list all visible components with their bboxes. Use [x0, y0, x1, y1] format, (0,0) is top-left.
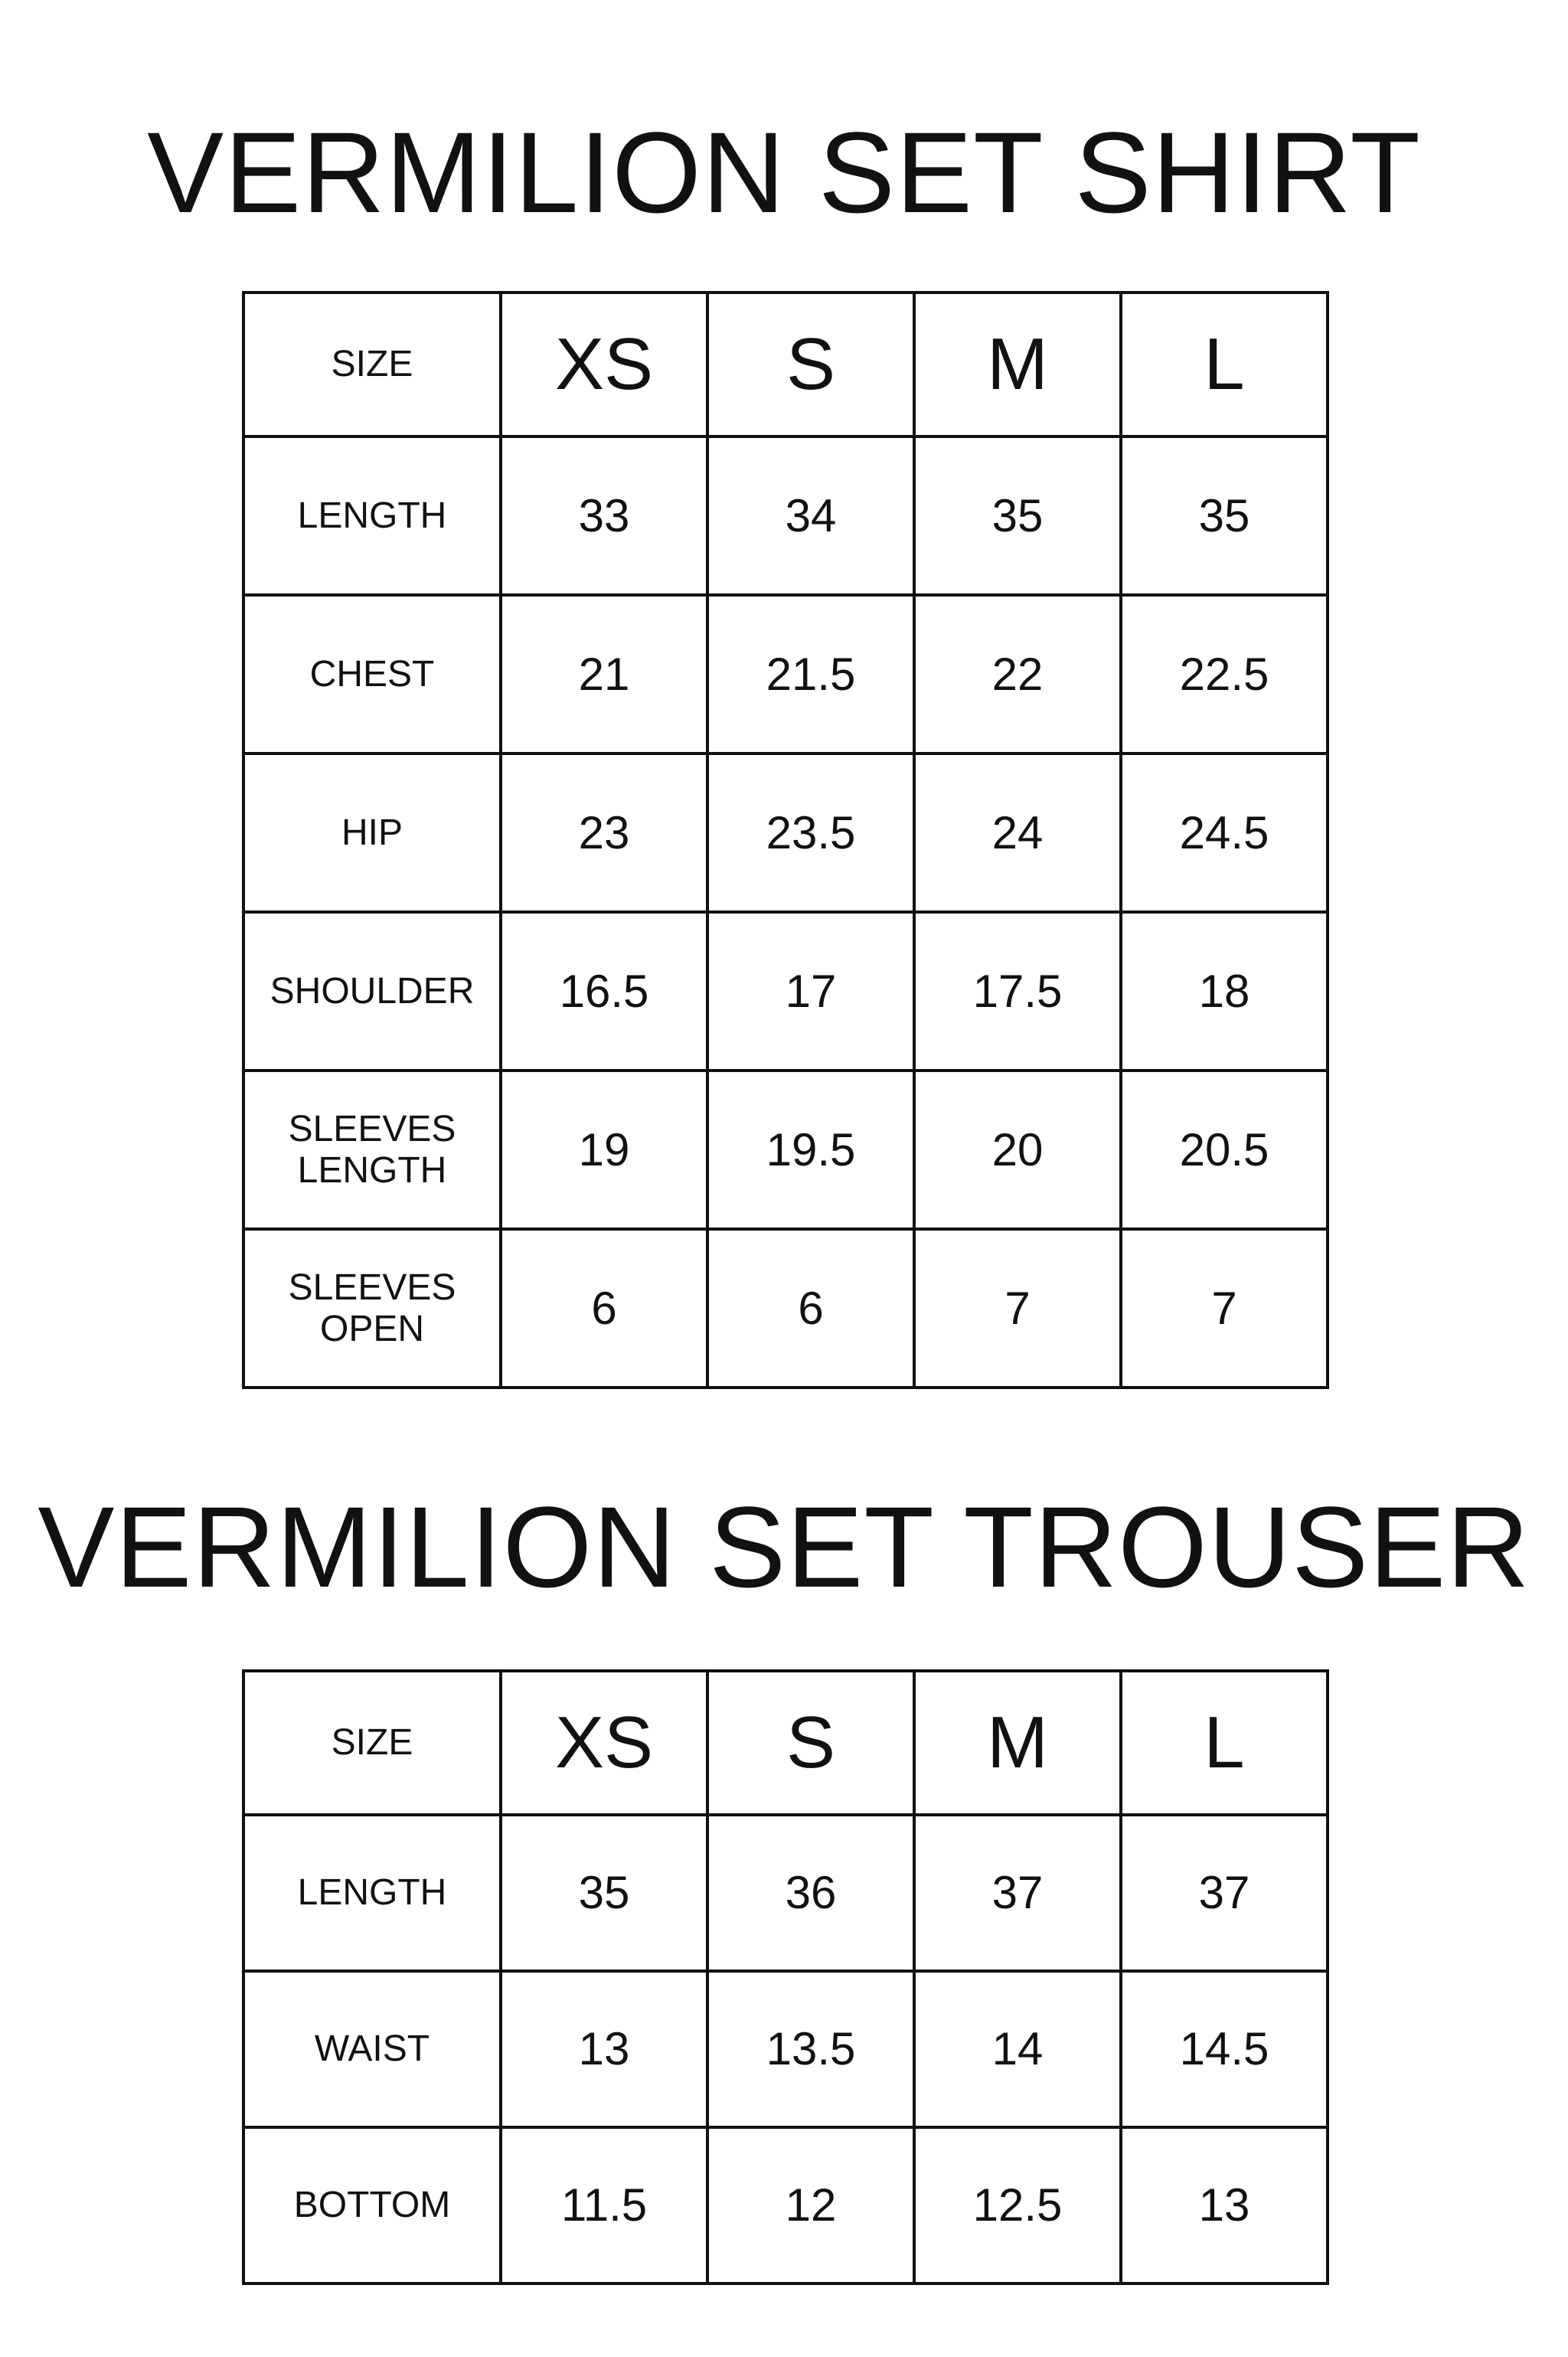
shirt-value: 20.5: [1121, 1071, 1328, 1229]
trouser-value: 37: [914, 1815, 1121, 1971]
shirt-header-row: [243, 293, 1328, 436]
shirt-value: 20: [914, 1071, 1121, 1229]
shirt-row-chest: [243, 595, 1328, 754]
trouser-size-l: L: [1121, 1671, 1328, 1815]
shirt-value: 6: [501, 1229, 707, 1388]
trouser-row-waist: [243, 1971, 1328, 2127]
shirt-size-label: SIZE: [243, 293, 501, 436]
trouser-row-label: LENGTH: [243, 1815, 501, 1971]
shirt-value: 23: [501, 754, 707, 912]
trouser-row-label: WAIST: [243, 1971, 501, 2127]
shirt-size-l: L: [1121, 293, 1328, 436]
shirt-row-label: [243, 1229, 501, 1388]
shirt-value: 16.5: [501, 912, 707, 1071]
shirt-size-chart-title: VERMILION SET SHIRT: [147, 108, 1421, 237]
trouser-value: 14.5: [1121, 1971, 1328, 2127]
trouser-value: 13: [501, 1971, 707, 2127]
shirt-value: 22: [914, 595, 1121, 754]
shirt-value: 18: [1121, 912, 1328, 1071]
shirt-value: 23.5: [707, 754, 914, 912]
shirt-row-label: [243, 1071, 501, 1229]
shirt-value: 21: [501, 595, 707, 754]
trouser-row-label: BOTTOM: [243, 2127, 501, 2283]
trouser-value: 37: [1121, 1815, 1328, 1971]
trouser-value: 14: [914, 1971, 1121, 2127]
trouser-value: 12: [707, 2127, 914, 2283]
shirt-value: 24.5: [1121, 754, 1328, 912]
shirt-row-sleeves-length: [243, 1071, 1328, 1229]
shirt-value: 34: [707, 436, 914, 595]
trouser-value: 11.5: [501, 2127, 707, 2283]
shirt-value: 22.5: [1121, 595, 1328, 754]
trouser-value: 13: [1121, 2127, 1328, 2283]
shirt-value: 19: [501, 1071, 707, 1229]
shirt-row-shoulder: [243, 912, 1328, 1071]
shirt-value: 21.5: [707, 595, 914, 754]
trouser-size-chart-title: VERMILION SET TROUSER: [38, 1483, 1530, 1611]
shirt-value: 35: [1121, 436, 1328, 595]
shirt-row-label: CHEST: [243, 595, 501, 754]
shirt-row-label: SHOULDER: [243, 912, 501, 1071]
trouser-size-label: SIZE: [243, 1671, 501, 1815]
shirt-size-table: [242, 291, 1329, 1389]
shirt-row-label: LENGTH: [243, 436, 501, 595]
trouser-header-row: [243, 1671, 1328, 1815]
trouser-row-length: [243, 1815, 1328, 1971]
trouser-value: 36: [707, 1815, 914, 1971]
shirt-size-xs: XS: [501, 293, 707, 436]
shirt-row-length: [243, 436, 1328, 595]
shirt-value: 19.5: [707, 1071, 914, 1229]
shirt-row-label-line: SLEEVES: [288, 1267, 456, 1308]
trouser-size-m: M: [914, 1671, 1121, 1815]
shirt-value: 7: [914, 1229, 1121, 1388]
shirt-value: 6: [707, 1229, 914, 1388]
shirt-size-m: M: [914, 293, 1121, 436]
shirt-value: 35: [914, 436, 1121, 595]
shirt-value: 7: [1121, 1229, 1328, 1388]
shirt-value: 17: [707, 912, 914, 1071]
trouser-size-xs: XS: [501, 1671, 707, 1815]
trouser-value: 12.5: [914, 2127, 1121, 2283]
shirt-size-s: S: [707, 293, 914, 436]
shirt-row-sleeves-open: [243, 1229, 1328, 1388]
shirt-row-label-line: LENGTH: [297, 1149, 447, 1191]
shirt-row-hip: [243, 754, 1328, 912]
shirt-row-label: HIP: [243, 754, 501, 912]
shirt-value: 24: [914, 754, 1121, 912]
trouser-value: 35: [501, 1815, 707, 1971]
trouser-row-bottom: [243, 2127, 1328, 2283]
trouser-value: 13.5: [707, 1971, 914, 2127]
trouser-size-table: [242, 1669, 1329, 2285]
shirt-value: 17.5: [914, 912, 1121, 1071]
shirt-value: 33: [501, 436, 707, 595]
shirt-row-label-line: SLEEVES: [288, 1108, 456, 1149]
trouser-size-s: S: [707, 1671, 914, 1815]
shirt-row-label-line: OPEN: [319, 1308, 425, 1349]
